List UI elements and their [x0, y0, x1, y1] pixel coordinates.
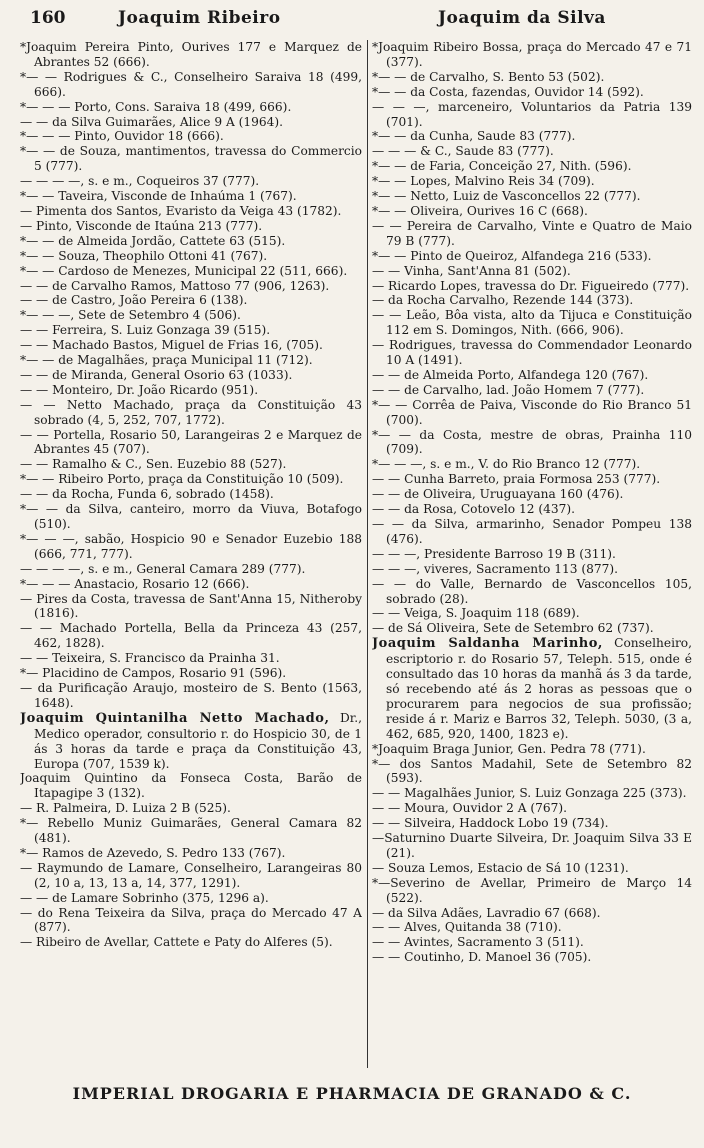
directory-entry: [372, 144, 692, 159]
entry-text: *— — Corrêa de Paiva, Visconde do Rio Branco 51 (700).: [372, 397, 692, 427]
directory-entry: [20, 846, 362, 861]
entry-text: *— — Rodrigues & C., Conselheiro Saraiva 18 (499, 666).: [20, 69, 362, 99]
directory-entry: [372, 831, 692, 861]
directory-entry: [20, 577, 362, 592]
entry-text: —Saturnino Duarte Silveira, Dr. Joaquim Silva 33 E (21).: [372, 831, 692, 860]
directory-entry: [20, 651, 362, 666]
entry-text: — — — —, s. e m., General Camara 289 (777).: [20, 561, 306, 576]
header-left-title: Joaquim Ribeiro: [118, 8, 281, 28]
directory-entry: [372, 621, 692, 636]
entry-text: — — Machado Portella, Bella da Princeza 43 (257, 462, 1828).: [20, 621, 362, 651]
directory-entry: [20, 816, 362, 846]
entry-text: *— — Taveira, Visconde de Inhaúma 1 (767).: [20, 189, 297, 204]
entry-text: *— Ramos de Azevedo, S. Pedro 133 (767).: [20, 845, 286, 860]
directory-entry: [20, 487, 362, 502]
directory-entry: [20, 353, 362, 368]
directory-entry: [20, 174, 362, 189]
entry-text: *— — de Carvalho, S. Bento 53 (502).: [372, 69, 605, 84]
directory-entry: [372, 129, 692, 144]
entry-text: — — de Oliveira, Uruguayana 160 (476).: [372, 487, 624, 502]
directory-entry: [20, 219, 362, 234]
entry-text: — — Alves, Quitanda 38 (710).: [372, 920, 562, 935]
directory-entry: [20, 234, 362, 249]
directory-entry: [20, 666, 362, 681]
entry-text: — — de Carvalho Ramos, Mattoso 77 (906, 1263).: [20, 278, 330, 293]
directory-entry: [372, 368, 692, 383]
entry-name-heading: Joaquim Saldanha Marinho,: [372, 636, 603, 652]
page-header: [0, 6, 704, 30]
directory-entry: [372, 85, 692, 100]
entry-text: *— — de Souza, mantimentos, travessa do Commercio 5 (777).: [20, 144, 362, 174]
directory-entry: [20, 144, 362, 174]
entry-text: *— — da Cunha, Saude 83 (777).: [372, 129, 576, 144]
directory-entry: [20, 129, 362, 144]
entry-text: — — Portella, Rosario 50, Larangeiras 2 e Marquez de Abrantes 45 (707).: [20, 427, 362, 457]
directory-entry: [372, 174, 692, 189]
entry-text: — — Leão, Bôa vista, alto da Tijuca e Constituição 112 em S. Domingos, Nith. (666, 906).: [372, 308, 692, 338]
footer-advertisement: IMPERIAL DROGARIA E PHARMACIA DE GRANADO & C.: [72, 1084, 632, 1103]
directory-entry: [372, 757, 692, 787]
entry-text: — Pinto, Visconde de Itaúna 213 (777).: [20, 218, 263, 233]
entry-text: *— — — Anastacio, Rosario 12 (666).: [20, 576, 250, 591]
entry-text: — — do Valle, Bernardo de Vasconcellos 105, sobrado (28).: [372, 576, 692, 606]
directory-entry: [372, 502, 692, 517]
directory-entry: [372, 801, 692, 816]
directory-entry: [372, 816, 692, 831]
directory-entry: [372, 577, 692, 607]
entry-text: — — Coutinho, D. Manoel 36 (705).: [372, 950, 592, 965]
directory-entry: [20, 249, 362, 264]
entry-text: *— Placidino de Campos, Rosario 91 (596).: [20, 666, 287, 681]
directory-entry: [372, 606, 692, 621]
directory-entry: [20, 935, 362, 950]
directory-entry: [372, 562, 692, 577]
entry-text: *— — de Almeida Jordão, Cattete 63 (515).: [20, 233, 286, 248]
entry-text: — — Ferreira, S. Luiz Gonzaga 39 (515).: [20, 323, 271, 338]
directory-entry: [372, 308, 692, 338]
entry-text: — — Teixeira, S. Francisco da Prainha 31.: [20, 651, 280, 666]
directory-entry: [20, 279, 362, 294]
directory-entry: [372, 950, 692, 965]
entry-text: *— — da Silva, canteiro, morro da Viuva, Botafogo (510).: [20, 502, 362, 531]
directory-entry: [20, 293, 362, 308]
directory-entry: [20, 428, 362, 458]
directory-entry: [372, 636, 692, 741]
directory-entry: [372, 547, 692, 562]
entry-text: — — Cunha Barreto, praia Formosa 253 (777).: [372, 472, 661, 487]
directory-entry: [372, 204, 692, 219]
directory-entry: [372, 906, 692, 921]
entry-text: *— — Ribeiro Porto, praça da Constituição 10 (509).: [20, 472, 344, 487]
directory-entry: [372, 935, 692, 950]
directory-entry: [372, 293, 692, 308]
directory-entry: [372, 786, 692, 801]
entry-text: — da Silva Adães, Lavradio 67 (668).: [372, 905, 601, 920]
entry-text: *— — — Porto, Cons. Saraiva 18 (499, 666).: [20, 99, 292, 114]
directory-entry: [20, 189, 362, 204]
entry-text: — R. Palmeira, D. Luiza 2 B (525).: [20, 801, 231, 816]
entry-text: *— — —, s. e m., V. do Rio Branco 12 (777).: [372, 457, 641, 472]
directory-entry: [372, 100, 692, 130]
entry-text: *— — Pinto de Queiroz, Alfandega 216 (533).: [372, 248, 652, 263]
directory-entry: [372, 219, 692, 249]
directory-entry: [372, 920, 692, 935]
entry-text: — Pires da Costa, travessa de Sant'Anna 15, Nitheroby (1816).: [20, 591, 362, 621]
entry-text: *Joaquim Braga Junior, Gen. Pedra 78 (771).: [372, 741, 646, 756]
directory-entry: [372, 398, 692, 428]
entry-text: — da Purificação Araujo, mosteiro de S. Bento (1563, 1648).: [20, 680, 362, 710]
entry-text: Conselheiro, escriptorio r. do Rosario 57, Teleph. 515, onde é consultado das 10 horas da manhã ás 3 da tarde, só recebendo até ás 2 horas as pessoas que o procurarem para negocios de sua profissão; reside á r. Mariz e Barros 32, Teleph. 5030, (3 a, 462, 685, 920, 1400, 1823 e).: [386, 636, 692, 741]
entry-text: — de Sá Oliveira, Sete de Setembro 62 (737).: [372, 621, 654, 636]
entry-text: — da Rocha Carvalho, Rezende 144 (373).: [372, 293, 634, 308]
directory-entry: [20, 771, 362, 801]
entry-text: — Souza Lemos, Estacio de Sá 10 (1231).: [372, 860, 629, 875]
entry-text: *— dos Santos Madahil, Sete de Setembro 82 (593).: [372, 756, 692, 786]
entry-text: — Rodrigues, travessa do Commendador Leonardo 10 A (1491).: [372, 338, 692, 368]
directory-entry: [20, 472, 362, 487]
directory-entry: [20, 711, 362, 772]
directory-entry: [20, 906, 362, 936]
entry-text: — — Veiga, S. Joaquim 118 (689).: [372, 606, 580, 621]
directory-entry: [372, 876, 692, 906]
directory-entry: [20, 115, 362, 130]
entry-text: — — da Rosa, Cotovelo 12 (437).: [372, 502, 575, 517]
entry-text: — — de Miranda, General Osorio 63 (1033).: [20, 367, 293, 382]
entry-text: — — Moura, Ouvidor 2 A (767).: [372, 801, 568, 816]
directory-entry: [372, 70, 692, 85]
entry-text: — — — —, s. e m., Coqueiros 37 (777).: [20, 174, 260, 189]
directory-entry: [372, 428, 692, 458]
directory-entry: [372, 40, 692, 70]
entry-text: — Raymundo de Lamare, Conselheiro, Larangeiras 80 (2, 10 a, 13, 13 a, 14, 377, 1291).: [20, 860, 362, 890]
entry-text: *Joaquim Ribeiro Bossa, praça do Mercado 47 e 71 (377).: [372, 40, 692, 69]
entry-text: — — —, Presidente Barroso 19 B (311).: [372, 546, 616, 561]
directory-entry: [20, 100, 362, 115]
directory-entry: [372, 264, 692, 279]
directory-entry: [20, 264, 362, 279]
entry-text: *— — de Magalhães, praça Municipal 11 (712).: [20, 353, 313, 368]
directory-entry: [372, 861, 692, 876]
directory-entry: [20, 502, 362, 532]
page-number: 160: [30, 8, 66, 28]
directory-entry: [20, 801, 362, 816]
entry-text: — — Machado Bastos, Miguel de Frias 16, (705).: [20, 338, 323, 353]
entry-text: — — Avintes, Sacramento 3 (511).: [372, 935, 584, 950]
entry-text: — — da Rocha, Funda 6, sobrado (1458).: [20, 487, 274, 502]
entry-text: *— — —, sabão, Hospicio 90 e Senador Euzebio 188 (666, 771, 777).: [20, 531, 362, 561]
entry-text: — — Netto Machado, praça da Constituição 43 sobrado (4, 5, 252, 707, 1772).: [20, 397, 362, 427]
directory-entry: [20, 368, 362, 383]
entry-text: *Joaquim Pereira Pinto, Ourives 177 e Marquez de Abrantes 52 (666).: [20, 40, 362, 69]
directory-entry: [372, 383, 692, 398]
directory-entry: [20, 681, 362, 711]
entry-text: — — Magalhães Junior, S. Luiz Gonzaga 225 (373).: [372, 786, 687, 801]
entry-text: — — de Castro, João Pereira 6 (138).: [20, 293, 248, 308]
directory-entry: [372, 742, 692, 757]
directory-entry: [20, 891, 362, 906]
directory-entry: [372, 517, 692, 547]
entry-text: — — da Silva, armarinho, Senador Pompeu 138 (476).: [372, 517, 692, 546]
entry-text: — Ricardo Lopes, travessa do Dr. Figueiredo (777).: [372, 278, 690, 293]
entry-text: *— — — Pinto, Ouvidor 18 (666).: [20, 129, 224, 144]
entry-text: — — Monteiro, Dr. João Ricardo (951).: [20, 382, 259, 397]
entry-text: *— — da Costa, mestre de obras, Prainha 110 (709).: [372, 427, 692, 457]
entry-text: *— — da Costa, fazendas, Ouvidor 14 (592).: [372, 84, 644, 99]
directory-entry: [20, 861, 362, 891]
entry-text: — Pimenta dos Santos, Evaristo da Veiga 43 (1782).: [20, 203, 342, 218]
directory-entry: [20, 457, 362, 472]
entry-text: — — Vinha, Sant'Anna 81 (502).: [372, 263, 571, 278]
directory-entry: [372, 338, 692, 368]
entry-text: *— — Souza, Theophilo Ottoni 41 (767).: [20, 248, 268, 263]
entry-text: — — de Almeida Porto, Alfandega 120 (767).: [372, 367, 649, 382]
entry-text: — — da Silva Guimarães, Alice 9 A (1964).: [20, 114, 284, 129]
directory-entry: [20, 562, 362, 577]
entry-text: — — de Lamare Sobrinho (375, 1296 a).: [20, 890, 269, 905]
entry-text: *— — Netto, Luiz de Vasconcellos 22 (777).: [372, 189, 641, 204]
directory-entry: [20, 308, 362, 323]
entry-name-heading: Joaquim Quintanilha Netto Machado,: [20, 710, 330, 726]
directory-entry: [372, 487, 692, 502]
header-right-title: Joaquim da Silva: [438, 8, 606, 28]
entry-text: — — — & C., Saude 83 (777).: [372, 144, 554, 159]
entry-text: — — —, viveres, Sacramento 113 (877).: [372, 561, 619, 576]
entry-text: — Ribeiro de Avellar, Cattete e Paty do Alferes (5).: [20, 935, 333, 950]
directory-entry: [20, 398, 362, 428]
directory-entry: [372, 279, 692, 294]
entry-text: *— — Oliveira, Ourives 16 C (668).: [372, 203, 588, 218]
entry-text: *— — —, Sete de Setembro 4 (506).: [20, 308, 241, 323]
directory-entry: [20, 323, 362, 338]
entry-text: Dr., Medico operador, consultorio r. do Hospicio 30, de 1 ás 3 horas da tarde e praça da Constituição 43, Europa (707, 1539 k).: [34, 710, 362, 771]
entry-text: *— — Cardoso de Menezes, Municipal 22 (511, 666).: [20, 263, 348, 278]
entry-text: *— — Lopes, Malvino Reis 34 (709).: [372, 174, 595, 189]
entry-text: — — Silveira, Haddock Lobo 19 (734).: [372, 816, 609, 831]
entry-text: — — de Carvalho, lad. João Homem 7 (777).: [372, 382, 645, 397]
entry-text: — — —, marceneiro, Voluntarios da Patria 139 (701).: [372, 99, 692, 129]
right-column: [372, 40, 692, 1070]
directory-entry: [372, 159, 692, 174]
directory-entry: [372, 189, 692, 204]
directory-entry: [20, 621, 362, 651]
directory-entry: [20, 40, 362, 70]
directory-entry: [20, 70, 362, 100]
directory-entry: [20, 532, 362, 562]
column-divider: [367, 40, 368, 1068]
entry-text: — — Pereira de Carvalho, Vinte e Quatro de Maio 79 B (777).: [372, 218, 692, 248]
directory-entry: [20, 592, 362, 622]
directory-entry: [20, 338, 362, 353]
entry-text: *— Rebello Muniz Guimarães, General Camara 82 (481).: [20, 816, 362, 846]
directory-entry: [372, 472, 692, 487]
left-column: [20, 40, 362, 1070]
directory-entry: [20, 383, 362, 398]
directory-entry: [372, 457, 692, 472]
directory-entry: [20, 204, 362, 219]
directory-entry: [372, 249, 692, 264]
entry-text: *— — de Faria, Conceição 27, Nith. (596).: [372, 159, 632, 174]
entry-text: *—Severino de Avellar, Primeiro de Março 14 (522).: [372, 875, 692, 905]
entry-text: Joaquim Quintino da Fonseca Costa, Barão de Itapagipe 3 (132).: [20, 771, 362, 801]
entry-text: — — Ramalho & C., Sen. Euzebio 88 (527).: [20, 457, 287, 472]
entry-text: — do Rena Teixeira da Silva, praça do Mercado 47 A (877).: [20, 905, 362, 935]
